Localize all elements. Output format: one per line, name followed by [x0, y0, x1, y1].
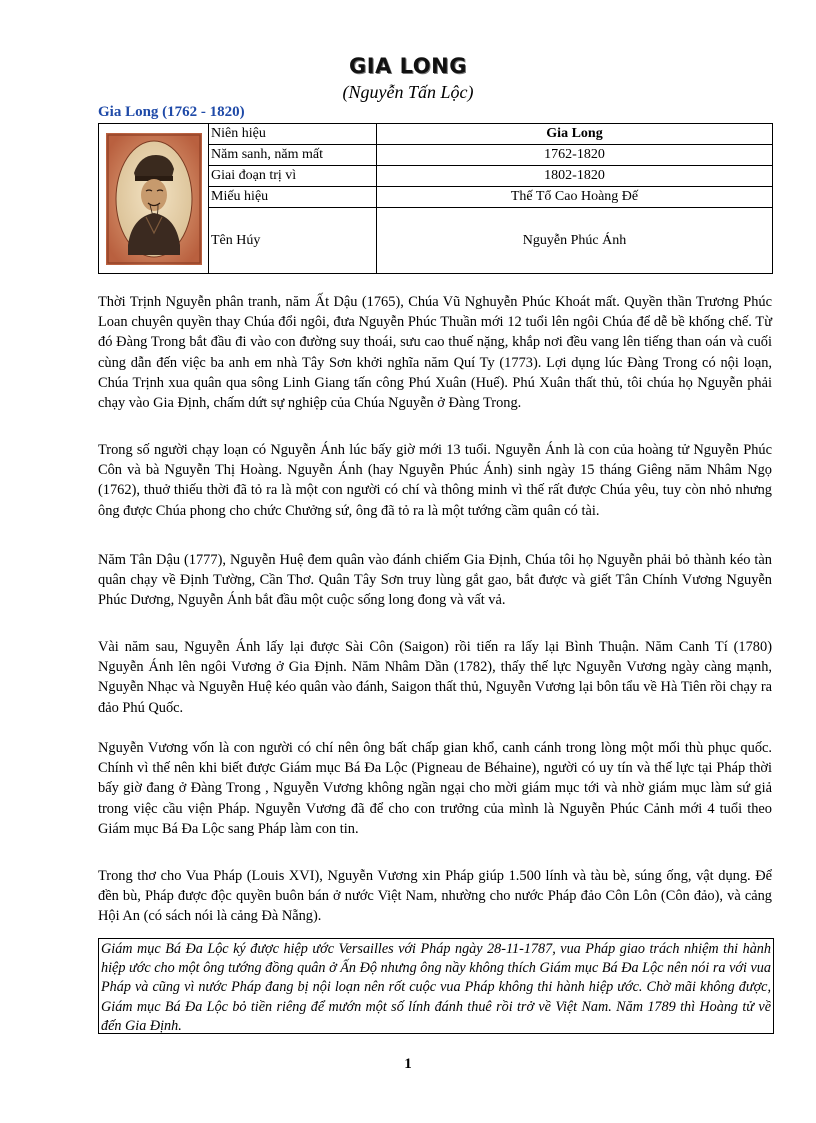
paragraph: Trong số người chạy loạn có Nguyễn Ánh lúc bấy giờ mới 13 tuổi. Nguyễn Ánh là con của hoàng tử Nguyễn Phúc Côn và bà Nguyễn Thị Hoàng. Nguyễn Ánh (hay Nguyễn Phúc Ánh) sinh ngày 15 tháng Giêng năm Nhâm Ngọ (1762), thuở thiếu thời đã tỏ ra là một con người có chí và thông minh vì thế rất được Chúa yêu, tuy còn nhỏ nhưng ông được Chúa phong cho chức Chưởng sứ, ông đã tỏ ra là một tướng cầm quân có tài. — [98, 442, 772, 519]
paragraph: Trong thơ cho Vua Pháp (Louis XVI), Nguyễn Vương xin Pháp giúp 1.500 lính và tàu bè, súng ống, vật dụng. Để đền bù, Pháp được độc quyền buôn bán ở nước Việt Nam, nhường cho nước Pháp đảo Côn Lôn (Côn đảo), và cảng Hội An (có sách nói là cảng Đà Nẵng). — [98, 868, 772, 925]
info-label: Giai đoạn trị vì — [209, 166, 377, 186]
portrait-image — [106, 133, 202, 265]
info-value: Nguyễn Phúc Ánh — [522, 233, 627, 248]
info-value: 1762-1820 — [544, 147, 605, 162]
info-row-ten-huy — [209, 208, 772, 274]
info-label: Niên hiệu — [209, 124, 377, 144]
info-row-nam-sanh — [209, 145, 772, 166]
info-label: Năm sanh, năm mất — [209, 145, 377, 165]
info-value: Thế Tổ Cao Hoàng Đế — [510, 189, 639, 204]
page-title: GIA LONG — [349, 54, 467, 78]
paragraph: Năm Tân Dậu (1777), Nguyễn Huệ đem quân vào đánh chiếm Gia Định, Chúa tôi họ Nguyễn phải bỏ thành kéo tàn quân chạy về Định Tường, Cần Thơ. Quân Tây Sơn truy lùng gắt gao, bắt được và giết Tân Chính Vương Nguyễn Phúc Dương, Nguyễn Ánh bắt đầu một cuộc sống long đong và vất vả. — [98, 552, 772, 609]
info-value: 1802-1820 — [544, 168, 605, 183]
info-value: Gia Long — [546, 126, 603, 141]
paragraph: Vài năm sau, Nguyễn Ánh lấy lại được Sài Côn (Saigon) rồi tiến ra lấy lại Bình Thuận. Năm Canh Tí (1780) Nguyễn Ánh lên ngôi Vương ở Gia Định. Năm Nhâm Dần (1782), thấy thế lực Nguyễn Vương ngày càng mạnh, Nguyễn Nhạc và Nguyễn Huệ kéo quân vào đánh, Saigon thất thủ, Nguyễn Vương lại bôn tẩu về Hà Tiên rồi chạy ra đảo Phú Quốc. — [98, 639, 772, 716]
info-label: Tên Húy — [209, 208, 377, 274]
paragraph: Nguyễn Vương vốn là con người có chí nên ông bất chấp gian khổ, canh cánh trong lòng một mối thù phục quốc. Chính vì thế nên khi biết được Giám mục Bá Đa Lộc (Pigneau de Béhaine), người có uy tín và thế lực tại Pháp thời bấy giờ đang ở Đàng Trong , Nguyễn Vương không ngần ngại cho mời giám mục tới và nhờ giám mục làm sứ giả trong việc cầu viện Pháp. Nguyễn Vương đã để cho con trưởng của mình là Nguyễn Phúc Cảnh mới 4 tuổi theo Giám mục Bá Đa Lộc sang Pháp làm con tin. — [98, 740, 772, 837]
portrait-caption: Gia Long (1762 - 1820) — [98, 104, 245, 120]
info-row-mieu-hieu — [209, 187, 772, 208]
info-row-nien-hieu — [209, 124, 772, 145]
historical-note-box: Giám mục Bá Đa Lộc ký được hiệp ước Versailles với Pháp ngày 28-11-1787, vua Pháp giao trách nhiệm thi hành hiệp ước cho một ông tướng đồng quân ở Ấn Độ nhưng ông nầy không thích Giám mục Bá Đa Lộc nên nói ra với vua Pháp và cũng vì nước Pháp đang bị nội loạn nên rốt cuộc vua Pháp không thi hành hiệp ước. Chờ mãi không được, Giám mục Bá Đa Lộc bỏ tiền riêng để mướn một số lính đánh thuê rồi trở về Việt Nam. Năm 1789 thì Hoàng tử về đến Gia Định. — [98, 938, 774, 1034]
portrait-cell — [99, 124, 209, 273]
page-number: 1 — [404, 1056, 412, 1072]
paragraph: Thời Trịnh Nguyễn phân tranh, năm Ất Dậu (1765), Chúa Vũ Nghuyễn Phúc Khoát mất. Quyền thần Trương Phúc Loan chuyên quyền thay Chúa đổi ngôi, đưa Nguyễn Phúc Thuần mới 12 tuổi lên ngôi Chúa để dễ bề khống chế. Từ đó Đàng Trong bắt đầu đi vào con đường suy thoái, sưu cao thuế nặng, khắp nơi đều vang lên tiếng than oán và cuối cùng dẫn đến việc ba anh em nhà Tây Sơn khởi nghĩa năm Quí Ty (1773). Lợi dụng lúc Đàng Trong có nội loạn, Chúa Trịnh xua quân qua sông Linh Giang tấn công Phú Xuân (Huế). Phú Xuân thất thủ, tôi chúa họ Nguyễn phải chạy vào Gia Định, chấm dứt sự nghiệp của Chúa Nguyễn ở Đàng Trong. — [98, 294, 772, 412]
info-table — [98, 123, 773, 274]
page-subtitle: (Nguyễn Tấn Lộc) — [342, 82, 474, 102]
info-label: Miếu hiệu — [209, 187, 377, 207]
info-row-giai-doan — [209, 166, 772, 187]
info-rows — [209, 124, 772, 273]
